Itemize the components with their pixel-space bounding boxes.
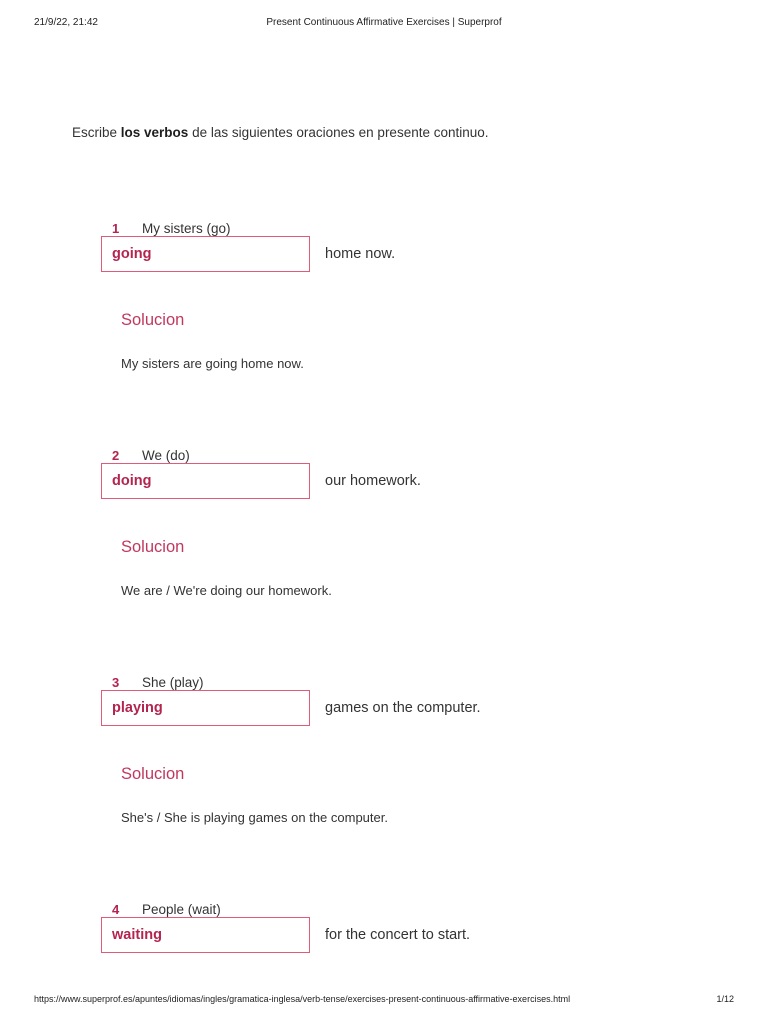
instruction-before: Escribe <box>72 125 121 140</box>
solution-text: My sisters are going home now. <box>121 356 304 371</box>
instruction-bold: los verbos <box>120 125 189 140</box>
page-url: https://www.superprof.es/apuntes/idiomas/ingles/gramatica-inglesa/verb-tense/exercises-present-continuous-affirmative-exercises.html <box>34 994 571 1004</box>
exercise-number: 2 <box>112 448 120 463</box>
print-title: Present Continuous Affirmative Exercises | Superprof <box>266 17 502 28</box>
exercise-prompt: People (wait) <box>142 902 221 917</box>
instruction-text <box>72 125 489 140</box>
answer-value: playing <box>112 700 163 716</box>
exercise-number: 3 <box>112 675 120 690</box>
solution-text: She's / She is playing games on the computer. <box>121 810 388 825</box>
answer-field[interactable] <box>101 236 310 272</box>
instruction-after: de las siguientes oraciones en presente continuo. <box>188 125 489 140</box>
exercise-prompt: We (do) <box>142 448 190 463</box>
exercise-prompt: She (play) <box>142 675 204 690</box>
answer-value: doing <box>112 473 152 489</box>
answer-value: waiting <box>112 927 162 943</box>
sentence-rest: for the concert to start. <box>325 927 471 943</box>
exercise-number: 1 <box>112 221 120 236</box>
exercise-number: 4 <box>112 902 120 917</box>
print-date: 21/9/22, 21:42 <box>34 17 98 28</box>
answer-field[interactable] <box>101 917 310 953</box>
print-footer <box>34 994 734 1008</box>
solution-heading[interactable]: Solucion <box>121 311 185 329</box>
print-header <box>34 17 734 31</box>
solution-text: We are / We're doing our homework. <box>121 583 332 598</box>
exercise-prompt: My sisters (go) <box>142 221 231 236</box>
page-number: 1/12 <box>716 994 734 1004</box>
sentence-rest: our homework. <box>325 473 421 489</box>
solution-heading[interactable]: Solucion <box>121 538 185 556</box>
answer-value: going <box>112 246 152 262</box>
solution-heading[interactable]: Solucion <box>121 765 185 783</box>
sentence-rest: home now. <box>325 246 396 262</box>
answer-field[interactable] <box>101 690 310 726</box>
answer-field[interactable] <box>101 463 310 499</box>
sentence-rest: games on the computer. <box>325 700 481 716</box>
